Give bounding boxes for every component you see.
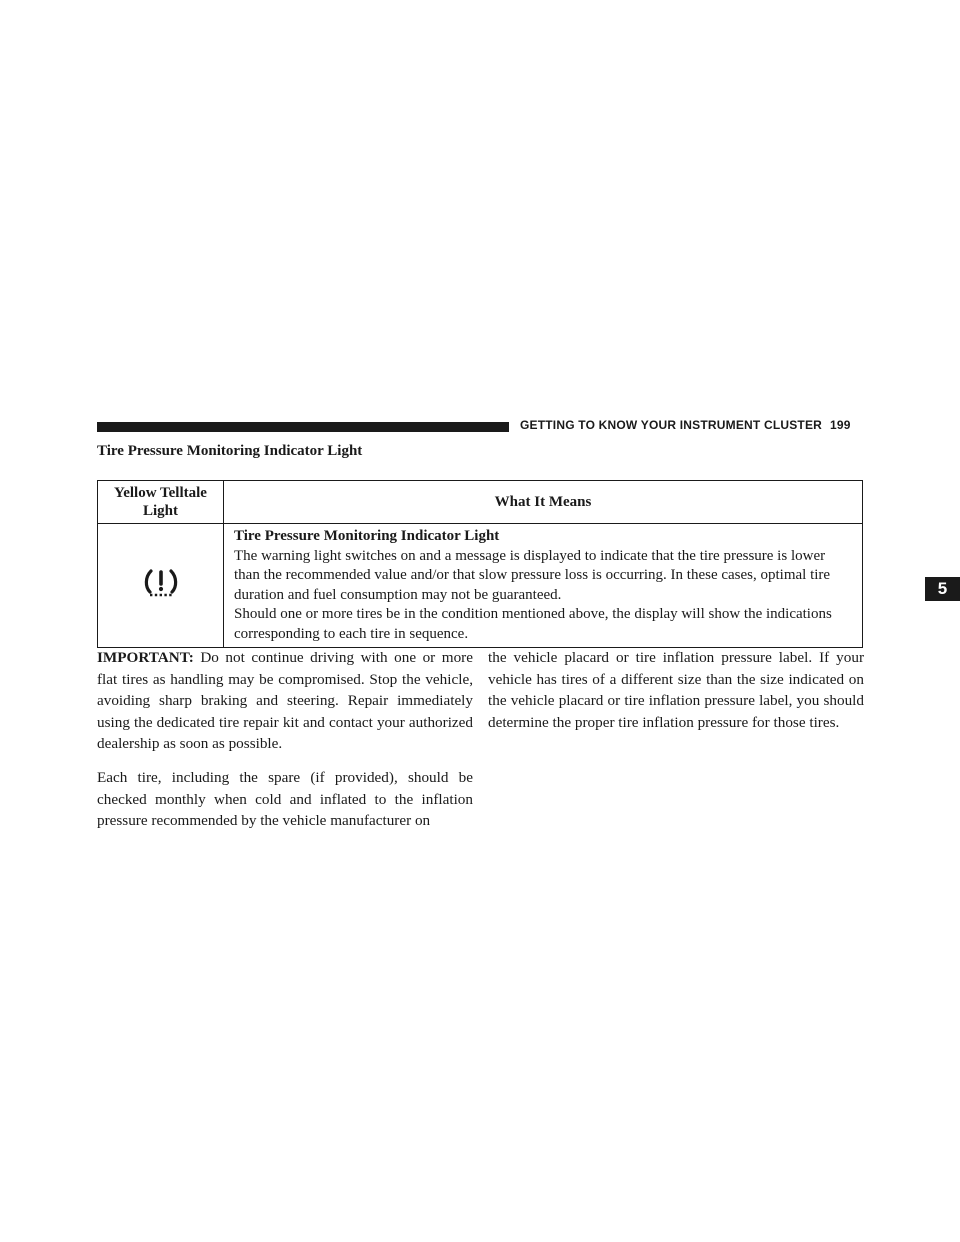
section-title: Tire Pressure Monitoring Indicator Light [97, 443, 363, 459]
page-number: 199 [830, 418, 851, 432]
description-text: The warning light switches on and a message is displayed to indicate that the tire pressure is lower than the recommended value and/or that slow pressure loss is occurring. In these cases, optimal tire duration and fuel consumption may not be guaranteed. [234, 547, 831, 603]
description-text-sequence: Should one or more tires be in the condition mentioned above, the display will show the indications corresponding to each tire in sequence. [234, 606, 832, 642]
header-section-title: GETTING TO KNOW YOUR INSTRUMENT CLUSTER [520, 418, 823, 432]
col-header-meaning: What It Means [224, 481, 863, 524]
chapter-tab: 5 [925, 577, 960, 601]
col-header-telltale: Yellow Telltale Light [98, 481, 224, 524]
running-header [520, 418, 864, 432]
description-title: Tire Pressure Monitoring Indicator Light [234, 528, 500, 544]
monthly-check-paragraph: Each tire, including the spare (if provided), should be checked monthly when cold and inflated to the inflation pressure recommended by the vehicle manufacturer on [97, 768, 473, 830]
important-label: IMPORTANT: [97, 649, 194, 666]
description-cell [224, 524, 863, 648]
tire-pressure-warning-icon [142, 567, 180, 599]
icon-cell [98, 524, 224, 648]
placard-paragraph: the vehicle placard or tire inflation pressure label. If your vehicle has tires of a different size than the size indicated on the vehicle placard or tire inflation pressure label, you should determine the proper tire inflation pressure for those tires. [488, 649, 864, 731]
important-text: Do not continue driving with one or more flat tires as handling may be compromised. Stop the vehicle, avoiding sharp braking and steering. Repair immediately using the dedicated tire repair kit and contact your authorized dealership as soon as possible. [97, 649, 473, 753]
table-row [98, 524, 863, 648]
important-paragraph [97, 647, 473, 755]
telltale-table [97, 480, 863, 648]
header-rule [97, 422, 509, 432]
body-column-right [488, 647, 864, 745]
body-column-left [97, 647, 473, 844]
table-header-row [98, 481, 863, 524]
